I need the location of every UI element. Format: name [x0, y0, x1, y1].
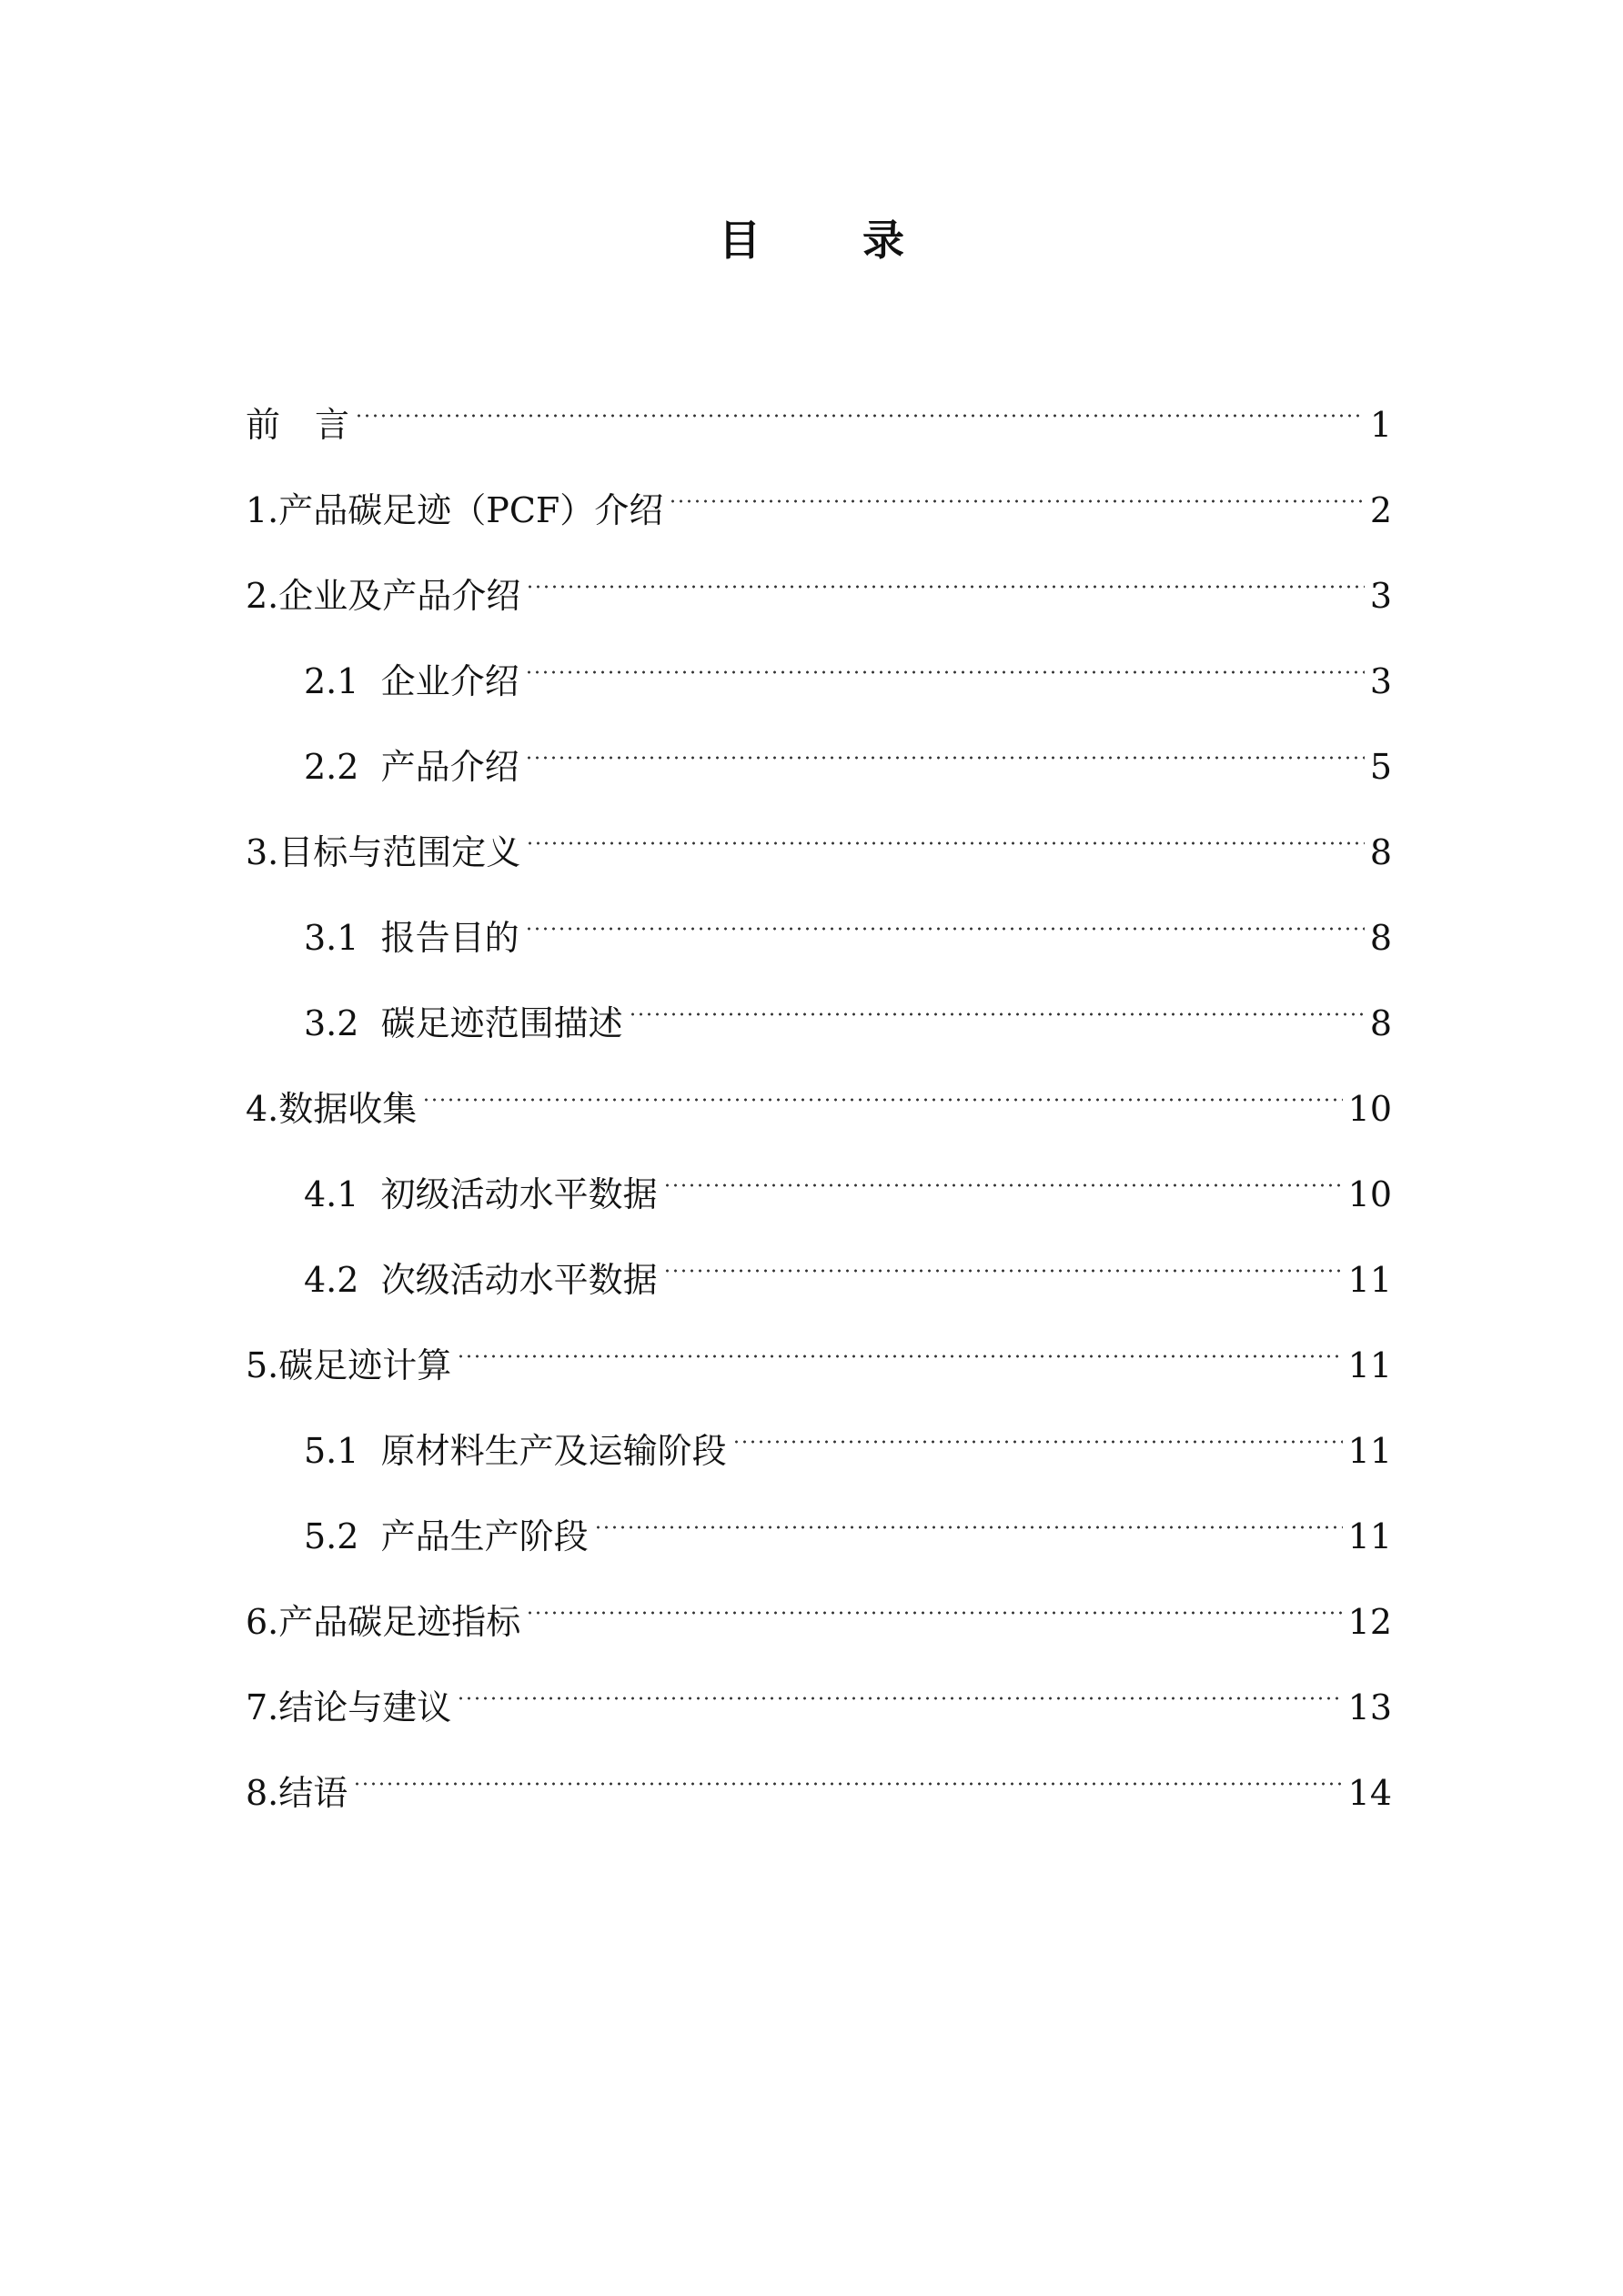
toc-entry-page-number: 11 [1347, 1260, 1392, 1300]
toc-entry-label: 5.1 原材料生产及运输阶段 [304, 1431, 727, 1471]
toc-entry-page-number: 11 [1347, 1431, 1392, 1471]
toc-entry-page-number: 8 [1369, 1003, 1392, 1043]
toc-dot-leader [355, 414, 1365, 418]
toc-dot-leader [526, 585, 1365, 589]
toc-entry-page-number: 13 [1347, 1687, 1392, 1727]
toc-entry-page-number: 14 [1347, 1773, 1392, 1813]
toc-entry-page-number: 10 [1347, 1089, 1392, 1129]
toc-entry-label: 6.产品碳足迹指标 [246, 1602, 521, 1642]
toc-entry[interactable] [246, 1066, 1392, 1152]
toc-entry[interactable] [246, 1323, 1392, 1408]
toc-entry[interactable] [246, 382, 1392, 468]
toc-entry-label: 前 言 [246, 405, 350, 445]
toc-entry[interactable] [246, 810, 1392, 895]
toc-entry-page-number: 3 [1369, 661, 1392, 701]
toc-entry[interactable] [246, 1237, 1392, 1323]
toc-entry[interactable] [246, 468, 1392, 553]
toc-entry[interactable] [246, 1665, 1392, 1750]
toc-dot-leader [422, 1098, 1342, 1102]
toc-entry[interactable] [246, 639, 1392, 724]
toc-entry[interactable] [246, 1579, 1392, 1665]
toc-entry[interactable] [246, 895, 1392, 981]
toc-dot-leader [732, 1440, 1343, 1444]
toc-entry[interactable] [246, 553, 1392, 639]
table-of-contents [246, 382, 1392, 1836]
toc-entry-page-number: 11 [1347, 1516, 1392, 1556]
toc-dot-leader [526, 841, 1365, 845]
toc-entry-label: 2.1 企业介绍 [304, 661, 519, 701]
toc-entry[interactable] [246, 981, 1392, 1066]
toc-entry-label: 2.企业及产品介绍 [246, 576, 521, 616]
toc-entry-page-number: 12 [1347, 1602, 1392, 1642]
toc-dot-leader [594, 1526, 1343, 1529]
toc-entry[interactable] [246, 1494, 1392, 1579]
toc-entry-label: 5.2 产品生产阶段 [304, 1516, 589, 1556]
toc-dot-leader [525, 756, 1365, 760]
toc-entry[interactable] [246, 1750, 1392, 1836]
toc-entry-page-number: 8 [1369, 918, 1392, 958]
toc-entry-label: 3.2 碳足迹范围描述 [304, 1003, 623, 1043]
toc-dot-leader [629, 1012, 1365, 1016]
toc-entry-page-number: 1 [1369, 405, 1392, 445]
toc-entry-label: 7.结论与建议 [246, 1687, 452, 1727]
toc-dot-leader [663, 1269, 1343, 1273]
toc-entry-label: 2.2 产品介绍 [304, 747, 519, 787]
toc-entry-label: 4.1 初级活动水平数据 [304, 1174, 658, 1214]
toc-dot-leader [525, 927, 1365, 931]
toc-entry-page-number: 2 [1369, 490, 1392, 530]
page-title: 目 录 [718, 216, 948, 265]
toc-dot-leader [457, 1354, 1342, 1358]
toc-dot-leader [525, 670, 1365, 674]
toc-dot-leader [526, 1611, 1342, 1615]
toc-dot-leader [669, 499, 1365, 503]
toc-dot-leader [353, 1782, 1342, 1786]
toc-entry-label: 5.碳足迹计算 [246, 1345, 452, 1385]
toc-entry[interactable] [246, 1152, 1392, 1237]
toc-entry-label: 4.数据收集 [246, 1089, 418, 1129]
toc-entry-label: 3.目标与范围定义 [246, 832, 521, 872]
toc-entry[interactable] [246, 1408, 1392, 1494]
toc-entry-page-number: 8 [1369, 832, 1392, 872]
toc-entry[interactable] [246, 724, 1392, 810]
toc-entry-label: 3.1 报告目的 [304, 918, 519, 958]
toc-entry-page-number: 3 [1369, 576, 1392, 616]
toc-entry-page-number: 11 [1347, 1345, 1392, 1385]
toc-entry-page-number: 10 [1347, 1174, 1392, 1214]
toc-entry-label: 4.2 次级活动水平数据 [304, 1260, 658, 1300]
toc-dot-leader [457, 1697, 1342, 1700]
toc-dot-leader [663, 1183, 1343, 1187]
toc-entry-label: 1.产品碳足迹（PCF）介绍 [246, 490, 664, 530]
toc-entry-label: 8.结语 [246, 1773, 348, 1813]
toc-entry-page-number: 5 [1369, 747, 1392, 787]
